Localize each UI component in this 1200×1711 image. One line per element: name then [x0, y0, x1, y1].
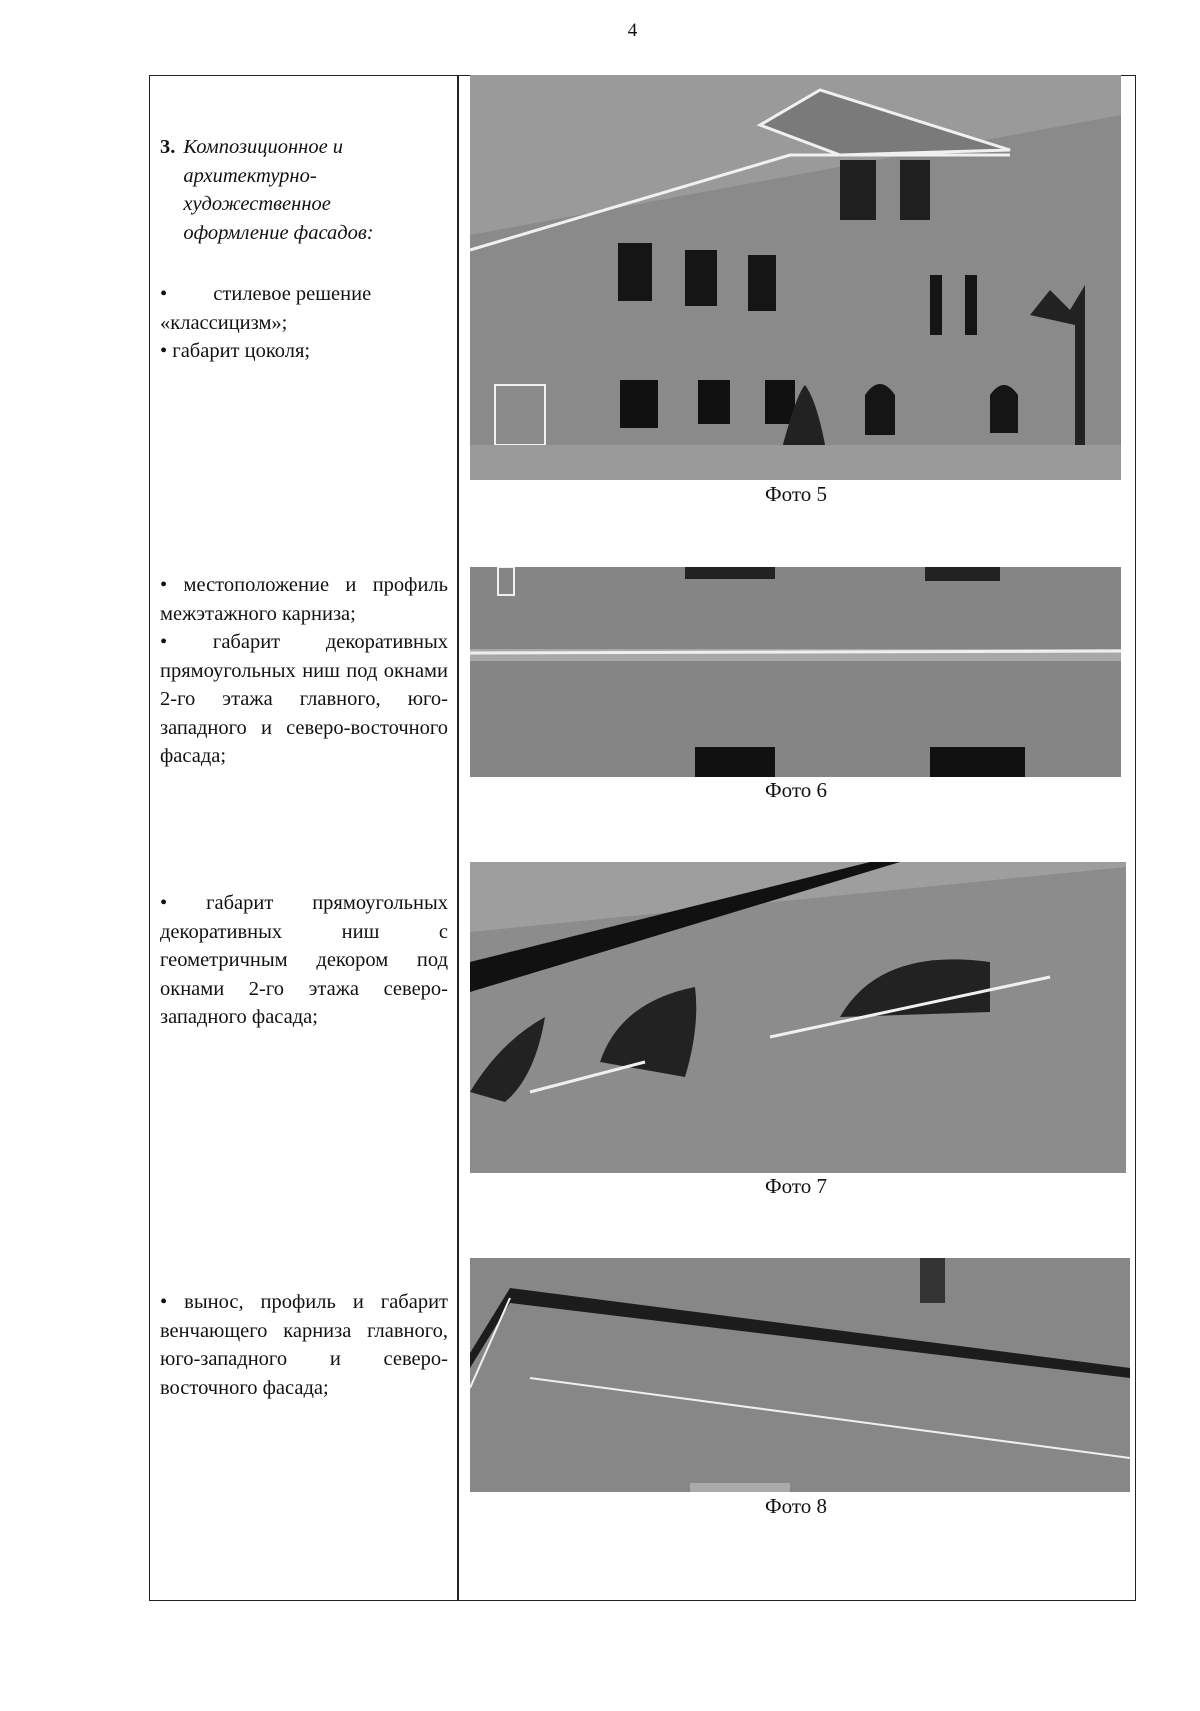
photo-7-arched-windows: [470, 862, 1126, 1173]
list-item: • стилевое решение «классицизм»;: [160, 283, 377, 334]
photo-7-caption: Фото 7: [765, 1174, 827, 1198]
block-2-items: [160, 571, 448, 771]
photo-6-caption: Фото 6: [765, 778, 827, 802]
photo-8-caption: Фото 8: [765, 1494, 827, 1518]
list-item: • габарит декоративных прямоугольных ниш под окнами 2-го этажа главного, юго-западного и северо-восточного фасада;: [160, 631, 448, 767]
block-4-items: [160, 1288, 448, 1402]
section-title-line: художественное: [183, 193, 331, 215]
photo-8-crowning-cornice: [470, 1258, 1130, 1492]
page-number: 4: [627, 20, 638, 41]
list-item: • габарит цоколя;: [160, 340, 311, 362]
block-1-items: [160, 280, 448, 366]
section-heading: [160, 133, 448, 247]
list-item: • вынос, профиль и габарит венчающего карниза главного, юго-западного и северо-восточного фасада;: [160, 1291, 448, 1399]
photo-5-building-facade: [470, 75, 1121, 480]
column-divider: [457, 75, 459, 1601]
list-item: • местоположение и профиль межэтажного карниза;: [160, 574, 448, 625]
list-item: • габарит прямоугольных декоративных ниш с геометричным декором под окнами 2-го этажа северо-западного фасада;: [160, 892, 448, 1028]
section-title-line: Композиционное и: [183, 136, 344, 158]
photo-6-interfloor-cornice: [470, 567, 1121, 777]
photo-5-caption: Фото 5: [765, 482, 827, 506]
block-3-items: [160, 889, 448, 1032]
section-title-line: оформление фасадов:: [183, 221, 374, 244]
section-number: 3.: [160, 136, 176, 158]
section-title-line: архитектурно-: [183, 164, 317, 187]
